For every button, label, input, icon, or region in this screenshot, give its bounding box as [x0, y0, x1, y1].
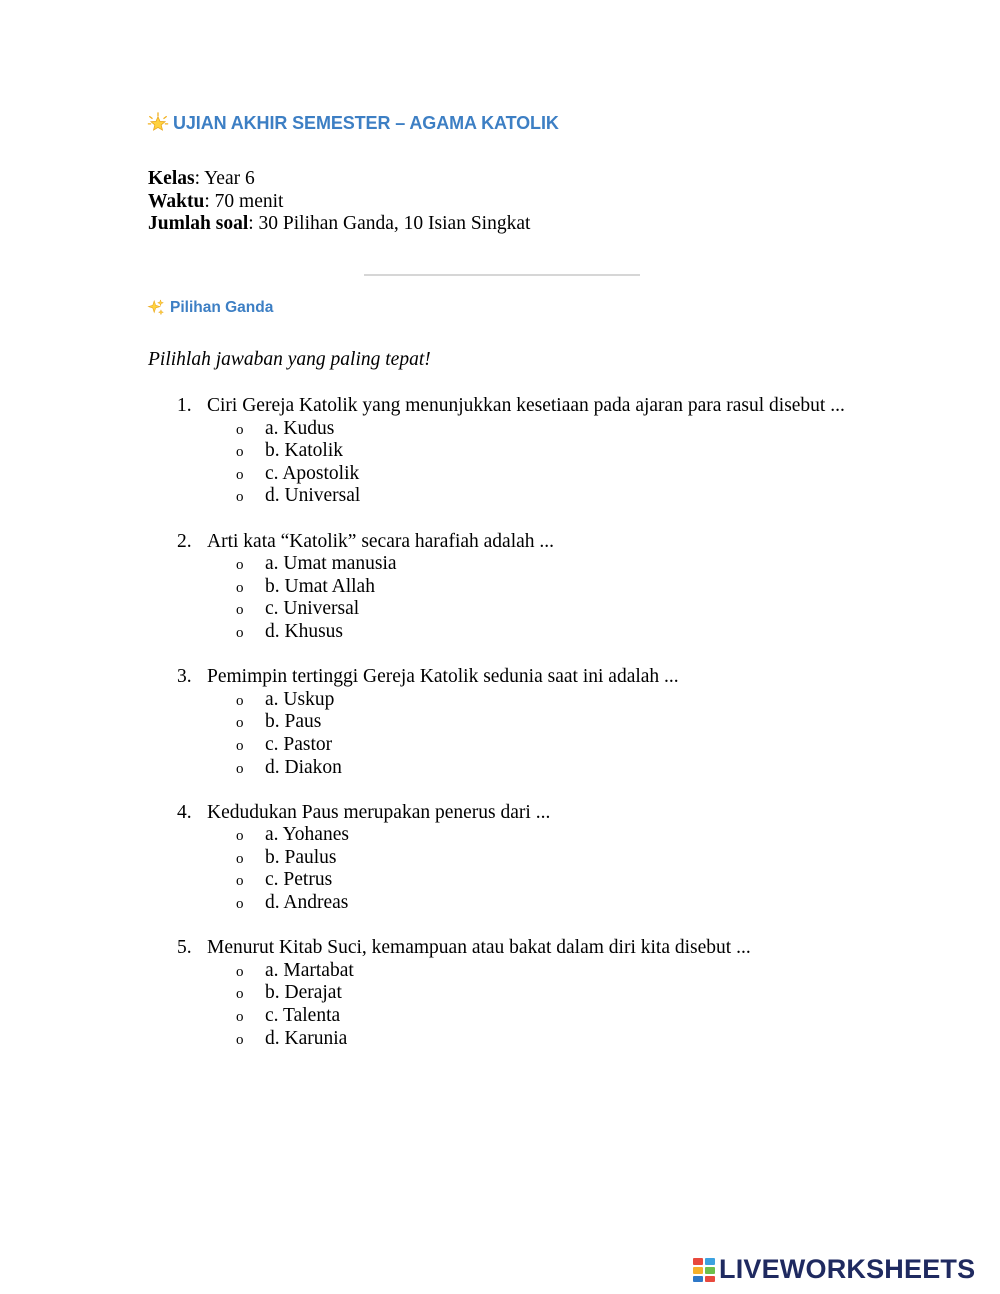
option-text: b. Umat Allah [265, 575, 375, 597]
question-text: Pemimpin tertinggi Gereja Katolik sedunia saat ini adalah ... [207, 666, 679, 688]
waktu-label: Waktu [148, 190, 205, 212]
option-text: c. Petrus [265, 869, 333, 891]
answer-option[interactable] [0, 960, 1000, 983]
option-text: d. Andreas [265, 892, 349, 914]
option-bullet-icon: o [236, 579, 244, 596]
answer-option[interactable] [0, 418, 1000, 441]
jumlah-label: Jumlah soal [148, 213, 249, 235]
option-text: b. Katolik [265, 440, 343, 462]
option-bullet-icon: o [236, 466, 244, 483]
question-list [0, 395, 1000, 1073]
kelas-label: Kelas [148, 168, 195, 189]
option-bullet-icon: o [236, 602, 244, 619]
option-text: a. Uskup [265, 688, 335, 710]
answer-option[interactable] [0, 892, 1000, 915]
answer-option[interactable] [0, 598, 1000, 621]
instruction-text: Pilihlah jawaban yang paling tepat! [148, 349, 431, 370]
option-bullet-icon: o [236, 963, 244, 980]
question-line [0, 802, 1000, 825]
info-waktu [148, 191, 530, 214]
option-bullet-icon: o [236, 873, 244, 890]
option-bullet-icon: o [236, 986, 244, 1003]
answer-option[interactable] [0, 847, 1000, 870]
answer-option[interactable] [0, 824, 1000, 847]
answer-option[interactable] [0, 734, 1000, 757]
question-line [0, 531, 1000, 554]
question-item [0, 802, 1000, 915]
option-text: c. Talenta [265, 1005, 341, 1027]
answer-option[interactable] [0, 689, 1000, 712]
question-item [0, 531, 1000, 644]
question-item [0, 395, 1000, 508]
option-text: c. Pastor [265, 733, 333, 755]
option-text: d. Karunia [265, 1027, 348, 1049]
option-text: a. Umat manusia [265, 553, 397, 575]
question-text: Ciri Gereja Katolik yang menunjukkan kesetiaan pada ajaran para rasul disebut ... [207, 395, 845, 416]
question-line [0, 395, 1000, 418]
option-bullet-icon: o [236, 692, 244, 709]
exam-info [148, 168, 530, 236]
question-item [0, 666, 1000, 779]
info-jumlah [148, 213, 530, 236]
option-text: a. Yohanes [265, 824, 349, 846]
title-text: UJIAN AKHIR SEMESTER – AGAMA KATOLIK [173, 112, 559, 133]
option-bullet-icon: o [236, 489, 244, 506]
question-number: 1. [177, 395, 192, 416]
option-bullet-icon: o [236, 1031, 244, 1048]
question-line [0, 937, 1000, 960]
answer-option[interactable] [0, 1028, 1000, 1051]
brand-name: LIVEWORKSHEETS [719, 1254, 976, 1284]
option-bullet-icon: o [236, 715, 244, 732]
answer-option[interactable] [0, 576, 1000, 599]
question-item [0, 937, 1000, 1050]
answer-option[interactable] [0, 553, 1000, 576]
option-bullet-icon: o [236, 760, 244, 777]
info-kelas [148, 168, 530, 191]
answer-option[interactable] [0, 869, 1000, 892]
option-text: c. Universal [265, 598, 360, 620]
answer-option[interactable] [0, 757, 1000, 780]
answer-option[interactable] [0, 982, 1000, 1005]
option-bullet-icon: o [236, 444, 244, 461]
section-title: Pilihan Ganda [170, 299, 274, 316]
answer-option[interactable] [0, 711, 1000, 734]
option-bullet-icon: o [236, 421, 244, 438]
option-bullet-icon: o [236, 624, 244, 641]
option-text: c. Apostolik [265, 462, 360, 484]
option-bullet-icon: o [236, 896, 244, 913]
option-text: a. Kudus [265, 417, 335, 439]
answer-option[interactable] [0, 621, 1000, 644]
question-number: 5. [177, 937, 192, 959]
glowing-star-icon [147, 112, 169, 134]
liveworksheets-logo-icon [692, 1257, 716, 1283]
answer-option[interactable] [0, 1005, 1000, 1028]
divider [364, 274, 640, 276]
question-line [0, 666, 1000, 689]
option-bullet-icon: o [236, 737, 244, 754]
option-bullet-icon: o [236, 557, 244, 574]
option-bullet-icon: o [236, 850, 244, 867]
option-text: d. Universal [265, 485, 361, 507]
kelas-value: : Year 6 [194, 168, 255, 189]
question-text: Kedudukan Paus merupakan penerus dari ... [207, 801, 551, 823]
answer-option[interactable] [0, 485, 1000, 508]
option-text: b. Derajat [265, 982, 342, 1004]
liveworksheets-logo [692, 1254, 975, 1285]
waktu-value: : 70 menit [204, 190, 284, 212]
jumlah-value: : 30 Pilihan Ganda, 10 Isian Singkat [248, 213, 531, 235]
option-text: b. Paus [265, 711, 322, 733]
option-text: a. Martabat [265, 959, 354, 981]
question-number: 4. [177, 801, 192, 823]
option-bullet-icon: o [236, 828, 244, 845]
question-text: Menurut Kitab Suci, kemampuan atau bakat dalam diri kita disebut ... [207, 937, 751, 959]
answer-option[interactable] [0, 440, 1000, 463]
page-title [147, 112, 559, 134]
section-heading [147, 299, 273, 317]
option-text: d. Diakon [265, 756, 342, 778]
answer-option[interactable] [0, 463, 1000, 486]
sparkles-icon [147, 299, 165, 317]
question-number: 2. [177, 530, 192, 552]
question-text: Arti kata “Katolik” secara harafiah adalah ... [207, 530, 555, 552]
option-bullet-icon: o [236, 1009, 244, 1026]
question-number: 3. [177, 666, 192, 688]
option-text: d. Khusus [265, 620, 344, 642]
option-text: b. Paulus [265, 846, 337, 868]
